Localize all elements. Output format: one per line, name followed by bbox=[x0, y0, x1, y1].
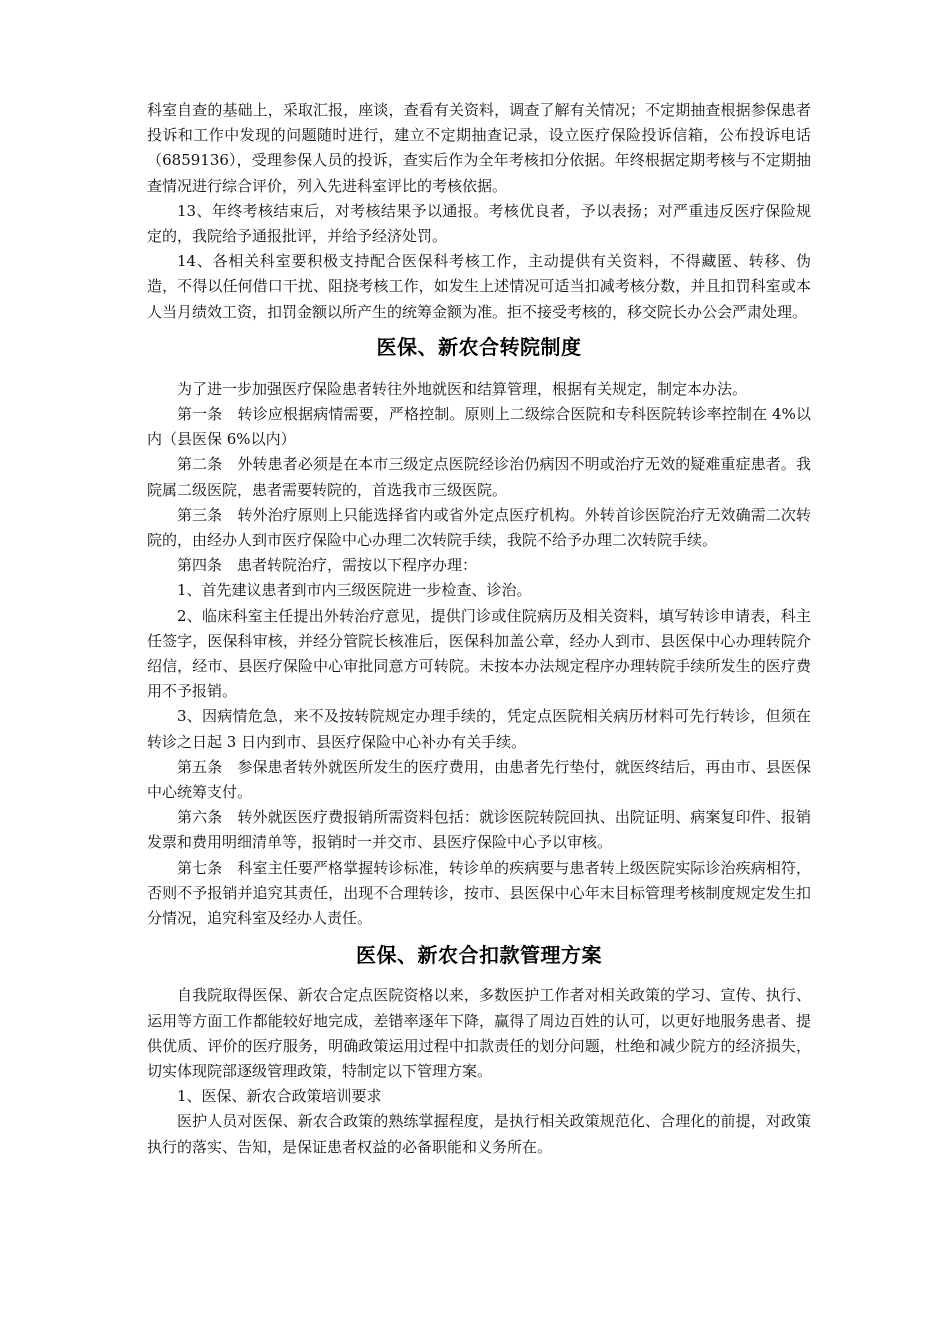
paragraph-item-14: 14、各相关科室要积极支持配合医保科考核工作，主动提供有关资料，不得藏匿、转移、伪造，不得以任何借口干扰、阻挠考核工作，如发生上述情况可适当扣减考核分数，并且扣罚科室或本人当月绩效工资，扣罚金额以所产生的统筹金额为准。拒不接受考核的，移交院长办公会严肃处理。 bbox=[147, 252, 811, 321]
paragraph-step-3: 3、因病情危急，来不及按转院规定办理手续的，凭定点医院相关病历材料可先行转诊，但须在转诊之日起 3 日内到市、县医疗保险中心补办有关手续。 bbox=[147, 707, 811, 751]
paragraph-article-7: 第七条 科室主任要严格掌握转诊标准，转诊单的疾病要与患者转上级医院实际诊治疾病相符，否则不予报销并追究其责任，出现不合理转诊，按市、县医保中心年末目标管理考核制度规定发生扣分情况，追究科室及经办人责任。 bbox=[147, 858, 811, 928]
paragraph-article-2: 第二条 外转患者必须是在本市三级定点医院经诊治仍病因不明或治疗无效的疑难重症患者。我院属二级医院，患者需要转院的，首选我市三级医院。 bbox=[147, 455, 811, 499]
paragraph-training-body: 医护人员对医保、新农合政策的熟练掌握程度，是执行相关政策规范化、合理化的前提，对政策执行的落实、告知，是保证患者权益的必备职能和义务所在。 bbox=[147, 1112, 811, 1156]
paragraph-training-heading: 1、医保、新农合政策培训要求 bbox=[177, 1087, 382, 1106]
paragraph-article-6: 第六条 转外就医医疗费报销所需资料包括：就诊医院转院回执、出院证明、病案复印件、报销发票和费用明细清单等，报销时一并交市、县医疗保险中心予以审核。 bbox=[147, 808, 811, 852]
section-title-transfer-policy: 医保、新农合转院制度 bbox=[376, 334, 582, 359]
paragraph-article-5: 第五条 参保患者转外就医所发生的医疗费用，由患者先行垫付，就医终结后，再由市、县医保中心统筹支付。 bbox=[147, 757, 811, 802]
document-page bbox=[147, 98, 811, 1160]
paragraph-step-1: 1、首先建议患者到市内三级医院进一步检查、诊治。 bbox=[177, 581, 532, 600]
paragraph-article-3: 第三条 转外治疗原则上只能选择省内或省外定点医疗机构。外转首诊医院治疗无效确需二次转院的，由经办人到市医疗保险中心办理二次转院手续，我院不给予办理二次转院手续。 bbox=[147, 505, 811, 550]
paragraph-article-1: 第一条 转诊应根据病情需要，严格控制。原则上二级综合医院和专科医院转诊率控制在 4%以内（县医保 6%以内） bbox=[147, 405, 811, 449]
paragraph-intro: 为了进一步加强医疗保险患者转往外地就医和结算管理，根据有关规定，制定本办法。 bbox=[177, 379, 748, 398]
section-title-deduction-plan: 医保、新农合扣款管理方案 bbox=[356, 943, 602, 968]
paragraph-step-2: 2、临床科室主任提出外转治疗意见，提供门诊或住院病历及相关资料，填写转诊申请表，科主任签字，医保科审核，并经分管院长核准后，医保科加盖公章，经办人到市、县医保中心办理转院介绍信，经市、县医疗保险中心审批同意方可转院。未按本办法规定程序办理转院手续所发生的医疗费用不予报销。 bbox=[147, 606, 811, 701]
paragraph-item-13: 13、年终考核结束后，对考核结果予以通报。考核优良者，予以表扬；对严重违反医疗保险规定的，我院给予通报批评，并给予经济处罚。 bbox=[147, 201, 811, 246]
paragraph-article-4: 第四条 患者转院治疗，需按以下程序办理： bbox=[177, 556, 478, 575]
paragraph-continued: 科室自查的基础上，采取汇报，座谈，查看有关资料，调查了解有关情况；不定期抽查根据参保患者投诉和工作中发现的问题随时进行，建立不定期抽查记录，设立医疗保险投诉信箱，公布投诉电话（6859136），受理参保人员的投诉，查实后作为全年考核扣分依据。年终根据定期考核与不定期抽查情况进行综合评价，列入先进科室评比的考核依据。 bbox=[147, 101, 811, 195]
paragraph-deduction-intro: 自我院取得医保、新农合定点医院资格以来，多数医护工作者对相关政策的学习、宣传、执行、运用等方面工作都能较好地完成，差错率逐年下降，赢得了周边百姓的认可，以更好地服务患者、提供优质、评价的医疗服务，明确政策运用过程中扣款责任的划分问题，杜绝和减少院方的经济损失，切实体现院部逐级管理政策，特制定以下管理方案。 bbox=[147, 986, 811, 1080]
